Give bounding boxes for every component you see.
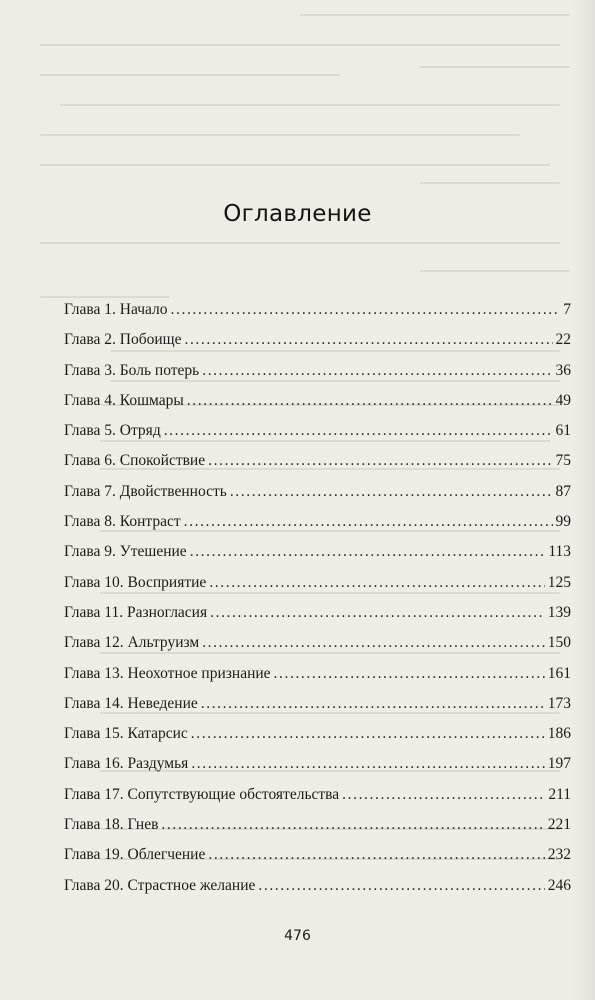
toc-dot-leader: [161, 815, 544, 835]
page-number: 476: [284, 928, 311, 944]
toc-title: Оглавление: [223, 201, 372, 227]
toc-entry-label: Глава 8. Контраст: [64, 513, 181, 531]
toc-list: [64, 300, 571, 906]
toc-entry-label: Глава 16. Раздумья: [64, 755, 189, 773]
toc-entry: [64, 845, 571, 875]
toc-entry: [64, 785, 571, 815]
toc-entry-label: Глава 10. Восприятие: [64, 573, 207, 591]
toc-dot-leader: [191, 754, 544, 774]
toc-dot-leader: [208, 451, 552, 471]
toc-entry: [64, 300, 571, 330]
toc-entry: [64, 451, 571, 481]
toc-dot-leader: [202, 361, 552, 381]
toc-dot-leader: [210, 603, 545, 623]
toc-dot-leader: [258, 876, 544, 896]
toc-entry-page: 22: [555, 331, 571, 349]
toc-entry-label: Глава 2. Побоище: [64, 331, 182, 349]
toc-dot-leader: [187, 391, 553, 411]
toc-dot-leader: [209, 573, 544, 593]
toc-entry: [64, 542, 571, 572]
toc-entry-label: Глава 13. Неохотное признание: [64, 664, 271, 682]
toc-dot-leader: [171, 300, 561, 320]
toc-entry-page: 150: [547, 634, 571, 652]
toc-entry-page: 87: [555, 482, 571, 500]
toc-entry: [64, 633, 571, 663]
toc-entry-page: 139: [547, 603, 571, 621]
toc-entry: [64, 815, 571, 845]
toc-dot-leader: [274, 664, 545, 684]
toc-entry-label: Глава 3. Боль потерь: [64, 361, 200, 379]
toc-entry: [64, 694, 571, 724]
toc-entry: [64, 876, 571, 906]
page-edge-shade: [573, 0, 595, 1000]
toc-entry-label: Глава 19. Облегчение: [64, 846, 206, 864]
toc-entry-page: 211: [548, 785, 571, 803]
toc-entry-page: 36: [555, 361, 571, 379]
toc-dot-leader: [191, 724, 545, 744]
toc-entry-page: 7: [563, 301, 571, 318]
toc-entry-label: Глава 11. Разногласия: [64, 603, 208, 621]
toc-entry-label: Глава 17. Сопутствующие обстоятельства: [64, 785, 340, 803]
toc-dot-leader: [190, 542, 546, 562]
toc-entry: [64, 573, 571, 603]
toc-entry-page: 113: [548, 543, 571, 561]
toc-entry-label: Глава 18. Гнев: [64, 816, 159, 834]
toc-entry: [64, 391, 571, 421]
toc-entry: [64, 421, 571, 451]
toc-entry-page: 49: [555, 391, 571, 409]
toc-dot-leader: [164, 421, 553, 441]
toc-entry-page: 125: [547, 573, 571, 591]
toc-dot-leader: [184, 330, 552, 350]
toc-entry-page: 246: [547, 876, 571, 894]
toc-entry-label: Глава 7. Двойственность: [64, 482, 227, 500]
toc-entry-label: Глава 9. Утешение: [64, 543, 187, 561]
toc-dot-leader: [201, 694, 545, 714]
toc-entry-label: Глава 5. Отряд: [64, 422, 161, 440]
toc-entry-page: 161: [547, 664, 571, 682]
toc-dot-leader: [230, 482, 553, 502]
toc-entry: [64, 361, 571, 391]
toc-entry-label: Глава 1. Начало: [64, 301, 168, 318]
toc-entry-page: 75: [555, 452, 571, 470]
toc-entry: [64, 754, 571, 784]
toc-entry: [64, 724, 571, 754]
toc-entry: [64, 482, 571, 512]
toc-entry-page: 186: [547, 725, 571, 743]
toc-entry: [64, 512, 571, 542]
toc-dot-leader: [202, 633, 545, 653]
toc-entry-page: 99: [555, 513, 571, 531]
toc-entry-page: 221: [547, 816, 571, 834]
toc-entry: [64, 664, 571, 694]
toc-entry-page: 61: [555, 422, 571, 440]
toc-dot-leader: [208, 845, 544, 865]
toc-entry: [64, 603, 571, 633]
toc-entry-label: Глава 4. Кошмары: [64, 391, 184, 409]
toc-entry-page: 197: [547, 755, 571, 773]
toc-entry-label: Глава 20. Страстное желание: [64, 876, 256, 894]
toc-entry-page: 232: [547, 846, 571, 864]
toc-entry-label: Глава 15. Катарсис: [64, 725, 188, 743]
toc-entry-page: 173: [547, 694, 571, 712]
toc-entry-label: Глава 6. Спокойствие: [64, 452, 206, 470]
toc-entry-label: Глава 14. Неведение: [64, 694, 198, 712]
toc-entry: [64, 330, 571, 360]
toc-entry-label: Глава 12. Альтруизм: [64, 634, 200, 652]
toc-dot-leader: [184, 512, 553, 532]
toc-dot-leader: [342, 785, 545, 805]
